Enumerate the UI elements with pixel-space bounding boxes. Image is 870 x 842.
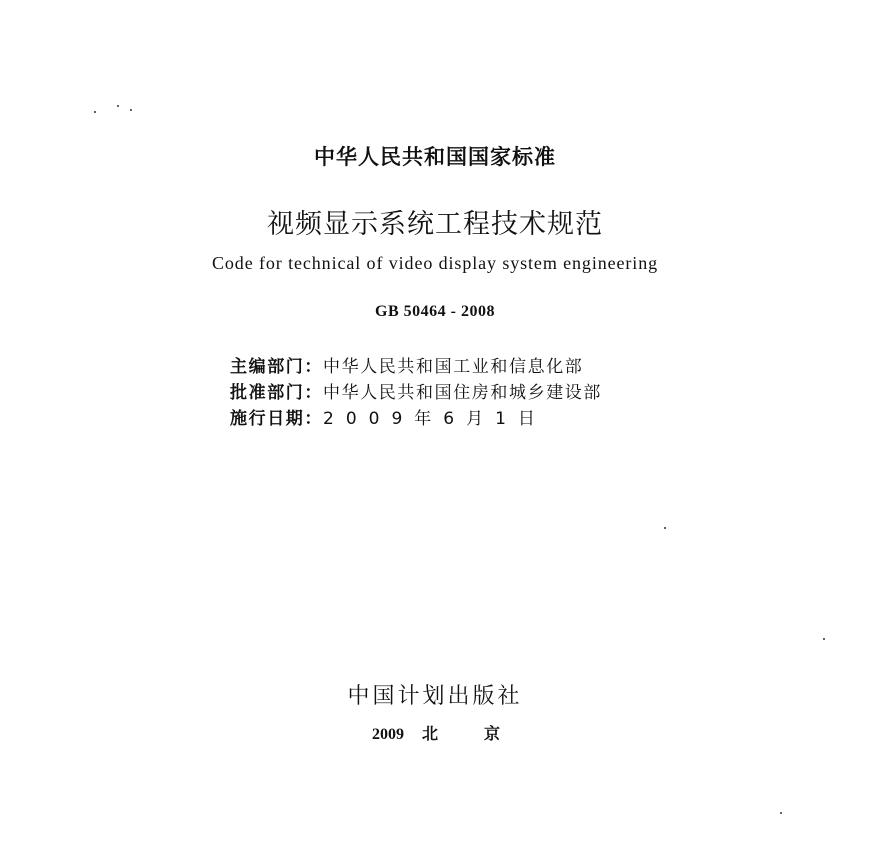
approver-department-value: 中华人民共和国住房和城乡建设部 xyxy=(323,383,602,403)
approver-department-label: 批准部门： xyxy=(230,383,323,403)
publication-city: 北京 xyxy=(422,724,547,743)
scan-speck xyxy=(780,812,782,814)
scan-speck xyxy=(117,105,119,107)
publication-place xyxy=(372,721,546,744)
editor-department-value: 中华人民共和国工业和信息化部 xyxy=(323,357,584,377)
effective-date-value: 2009年6月1日 xyxy=(323,409,547,429)
editor-department-row xyxy=(230,352,583,377)
scan-speck xyxy=(94,111,96,113)
national-standard-heading: 中华人民共和国国家标准 xyxy=(314,145,556,169)
editor-department-label: 主编部门： xyxy=(230,357,323,377)
publication-year: 2009 xyxy=(372,726,404,743)
scan-speck xyxy=(823,638,825,640)
publisher-name: 中国计划出版社 xyxy=(347,684,523,709)
effective-date-label: 施行日期： xyxy=(230,409,323,429)
scan-speck xyxy=(130,109,132,111)
approver-department-row xyxy=(230,378,602,403)
scan-speck xyxy=(664,527,666,529)
standard-number: GB 50464 - 2008 xyxy=(375,303,495,320)
effective-date-row xyxy=(230,404,547,429)
standard-title-chinese: 视频显示系统工程技术规范 xyxy=(267,209,603,240)
standard-title-english: Code for technical of video display system engineering xyxy=(212,253,658,273)
